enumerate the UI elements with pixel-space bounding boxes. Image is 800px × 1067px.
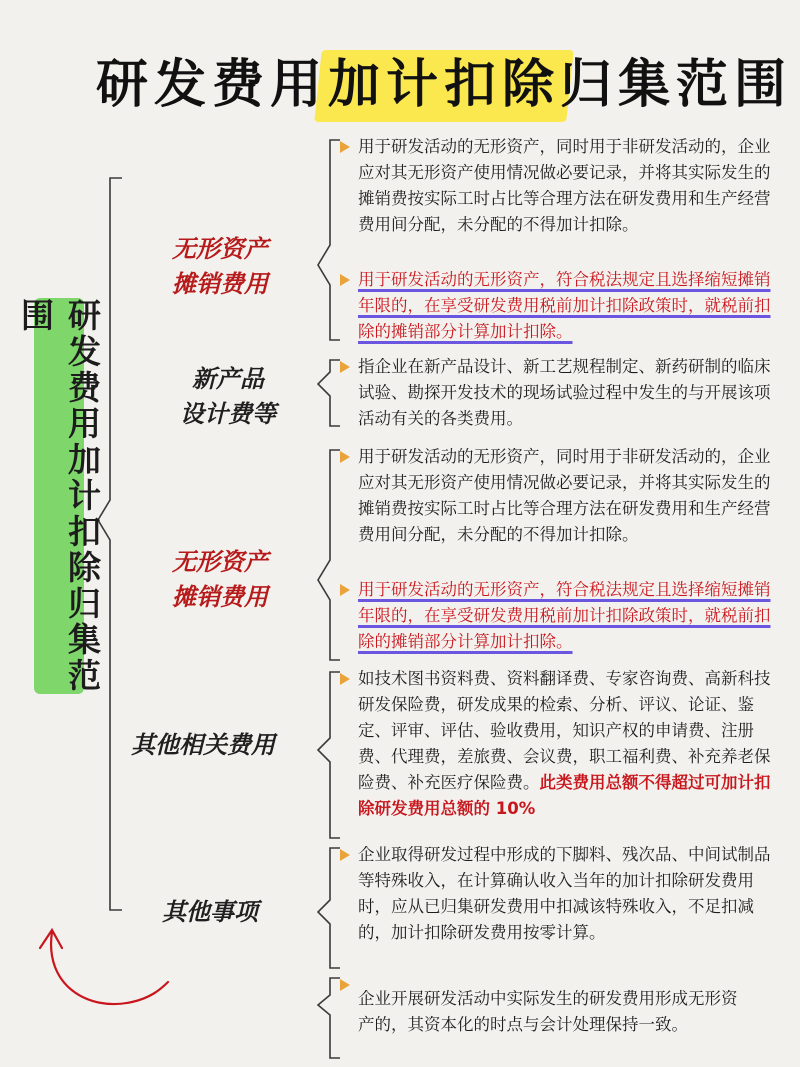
category-line: 摊销费用 (172, 583, 268, 611)
fees-limit-text: 此类费用总额不得超过可加计扣除研发费用总额的 10% (358, 773, 771, 818)
category-line: 新产品 (192, 365, 264, 393)
bracket-2 (318, 360, 340, 426)
pointer-arrow-icon (340, 141, 350, 153)
bracket-1 (318, 140, 340, 340)
category-line: 设计费等 (180, 400, 276, 428)
category-intangible-amortization-1 (150, 232, 290, 302)
category-line: 无形资产 (172, 235, 268, 263)
text-block-intangible-shared-use-2: 用于研发活动的无形资产，同时用于非研发活动的，企业应对其无形资产使用情况做必要记录，并将其实际发生的摊销费按实际工时占比等合理方法在研发费用和生产经营费用间分配，未分配的不得加计扣除。 (358, 447, 771, 544)
text-block-capitalization: 企业开展研发活动中实际发生的研发费用形成无形资产的，其资本化的时点与会计处理保持一致。 (358, 989, 738, 1034)
category-new-product-design (158, 362, 298, 432)
fees-list-text: 如技术图书资料费、资料翻译费、专家咨询费、高新科技研发保险费，研发成果的检索、分析、评议、论证、鉴定、评审、评估、验收费用，知识产权的申请费、注册费、代理费，差旅费、会议费，职工福利费、补充养老保险费、补充医疗保险费。 (358, 669, 771, 792)
side-title-box (16, 298, 102, 694)
pointer-arrow-icon (340, 451, 350, 463)
page-title: 研发费用加计扣除归集范围 (96, 55, 793, 115)
pointer-arrow-icon (340, 274, 350, 286)
pointer-arrow-icon (340, 979, 350, 991)
pointer-arrow-icon (340, 673, 350, 685)
bracket-4 (318, 672, 340, 838)
side-title: 研发费用加计扣除归集范围 (16, 298, 102, 694)
highlighted-text: 用于研发活动的无形资产，符合税法规定且选择缩短摊销年限的，在享受研发费用税前加计扣除政策时，就税前扣除的摊销部分计算加计扣除。 (358, 580, 771, 651)
text-block-intangible-shortened-amortization-1 (358, 267, 778, 345)
bracket-6 (318, 978, 340, 1058)
category-other-matters (140, 895, 280, 930)
category-line: 其他相关费用 (131, 731, 275, 759)
text-block-special-income: 企业取得研发过程中形成的下脚料、残次品、中间试制品等特殊收入，在计算确认收入当年的加计扣除研发费用时，应从已归集研发费用中扣减该特殊收入，不足扣减的，加计扣除研发费用按零计算。 (358, 845, 771, 942)
category-other-related-fees (118, 728, 288, 763)
curved-arrow-icon (40, 930, 168, 1004)
category-intangible-amortization-2 (150, 545, 290, 615)
pointer-arrow-icon (340, 361, 350, 373)
category-line: 无形资产 (172, 548, 268, 576)
category-line: 其他事项 (162, 898, 258, 926)
text-block-other-related-fees (358, 666, 778, 822)
text-block-new-product-design: 指企业在新产品设计、新工艺规程制定、新药研制的临床试验、勘探开发技术的现场试验过程中发生的与开展该项活动有关的各类费用。 (358, 357, 771, 428)
text-block-intangible-shared-use-1: 用于研发活动的无形资产，同时用于非研发活动的，企业应对其无形资产使用情况做必要记录，并将其实际发生的摊销费按实际工时占比等合理方法在研发费用和生产经营费用间分配，未分配的不得加计扣除。 (358, 137, 771, 234)
highlighted-text: 用于研发活动的无形资产，符合税法规定且选择缩短摊销年限的，在享受研发费用税前加计扣除政策时，就税前扣除的摊销部分计算加计扣除。 (358, 270, 771, 341)
bracket-5 (318, 848, 340, 968)
text-block-intangible-shortened-amortization-2 (358, 577, 778, 655)
bracket-3 (318, 450, 340, 660)
pointer-arrow-icon (340, 849, 350, 861)
category-line: 摊销费用 (172, 270, 268, 298)
pointer-arrow-icon (340, 584, 350, 596)
